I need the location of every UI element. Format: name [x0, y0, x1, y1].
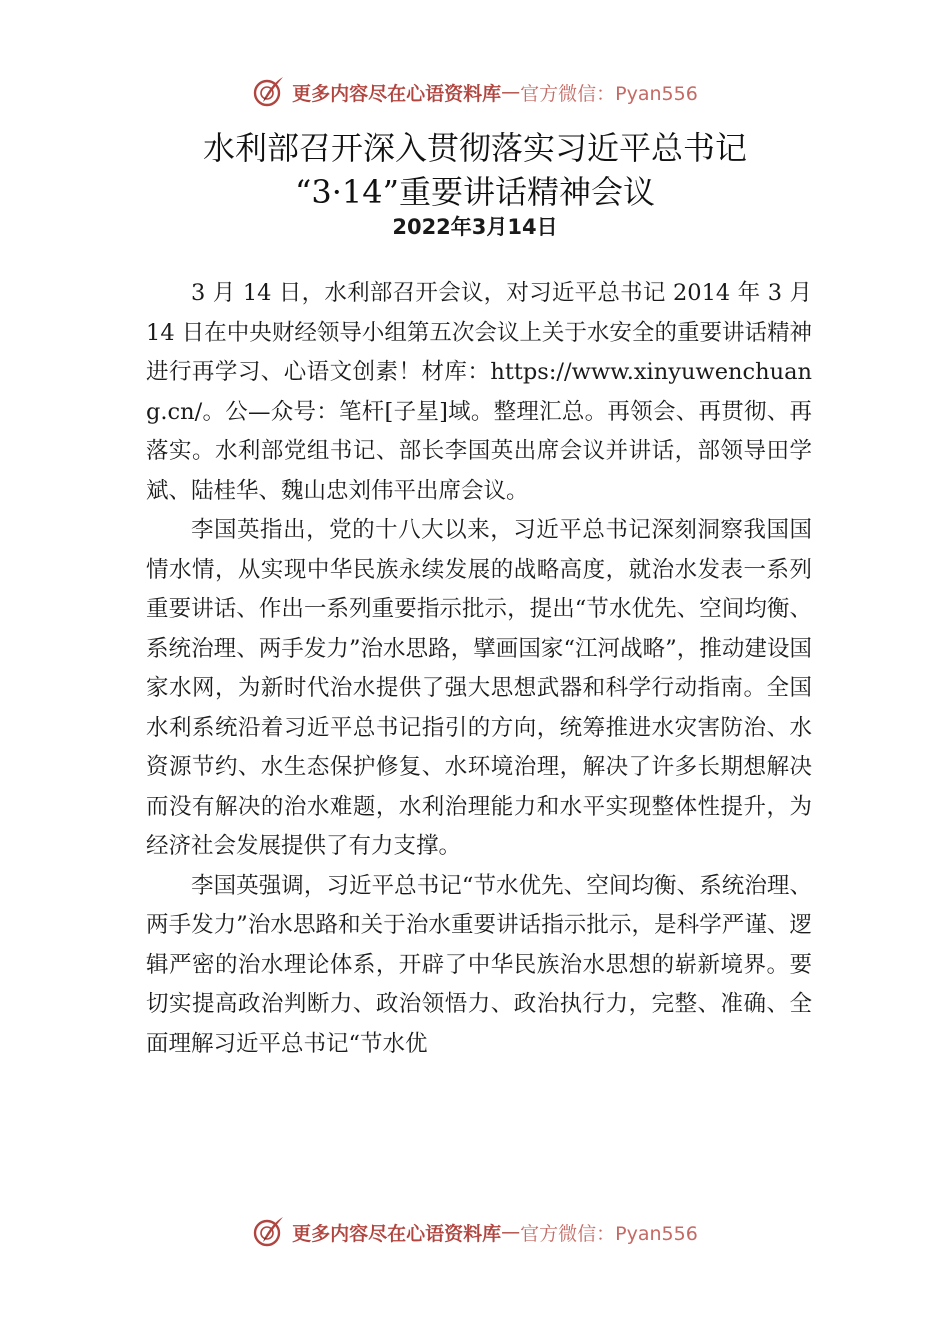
document-date: 2022年3月14日 — [392, 215, 558, 239]
title-line-2: “3·14”重要讲话精神会议 — [295, 173, 655, 211]
paragraph-3: 李国英强调，习近平总书记“节水优先、空间均衡、系统治理、两手发力”治水思路和关于治水重要讲话指示批示，是科学严谨、逻辑严密的治水理论体系，开辟了中华民族治水思想的崭新境界。要切实提高政治判断力、政治领悟力、政治执行力，完整、准确、全面理解习近平总书记“节水优 — [146, 872, 812, 1057]
document-body — [146, 274, 812, 1064]
title-line-1: 水利部召开深入贯彻落实习近平总书记 — [202, 129, 747, 167]
watermark-footer — [0, 1212, 950, 1252]
watermark-main-text: 更多内容尽在心语资料库 — [292, 1222, 502, 1245]
quill-logo-icon — [252, 1215, 286, 1249]
watermark-main-text: 更多内容尽在心语资料库 — [292, 82, 502, 105]
watermark-separator: — — [501, 81, 521, 103]
watermark-header — [0, 72, 950, 112]
watermark-separator: — — [501, 1221, 521, 1243]
watermark-wechat-text: 官方微信：Pyan556 — [520, 82, 698, 105]
paragraph-1: 3 月 14 日，水利部召开会议，对习近平总书记 2014 年 3 月 14 日在中央财经领导小组第五次会议上关于水安全的重要讲话精神进行再学习、心语文创素！材库：https://www.xinyuwenchuang.cn/。公—众号：笔杆[子星]域。整理汇总。再领会、再贯彻、再落实。水利部党组书记、部长李国英出席会议并讲话，部领导田学斌、陆桂华、魏山忠刘伟平出席会议。 — [146, 280, 812, 504]
quill-logo-icon — [252, 75, 286, 109]
document-title — [0, 126, 950, 214]
watermark-wechat-text: 官方微信：Pyan556 — [520, 1222, 698, 1245]
paragraph-2: 李国英指出，党的十八大以来，习近平总书记深刻洞察我国国情水情，从实现中华民族永续发展的战略高度，就治水发表一系列重要讲话、作出一系列重要指示批示，提出“节水优先、空间均衡、系统治理、两手发力”治水思路，擘画国家“江河战略”，推动建设国家水网，为新时代治水提供了强大思想武器和科学行动指南。全国水利系统沿着习近平总书记指引的方向，统筹推进水灾害防治、水资源节约、水生态保护修复、水环境治理，解决了许多长期想解决而没有解决的治水难题，水利治理能力和水平实现整体性提升，为经济社会发展提供了有力支撑。 — [146, 517, 812, 859]
